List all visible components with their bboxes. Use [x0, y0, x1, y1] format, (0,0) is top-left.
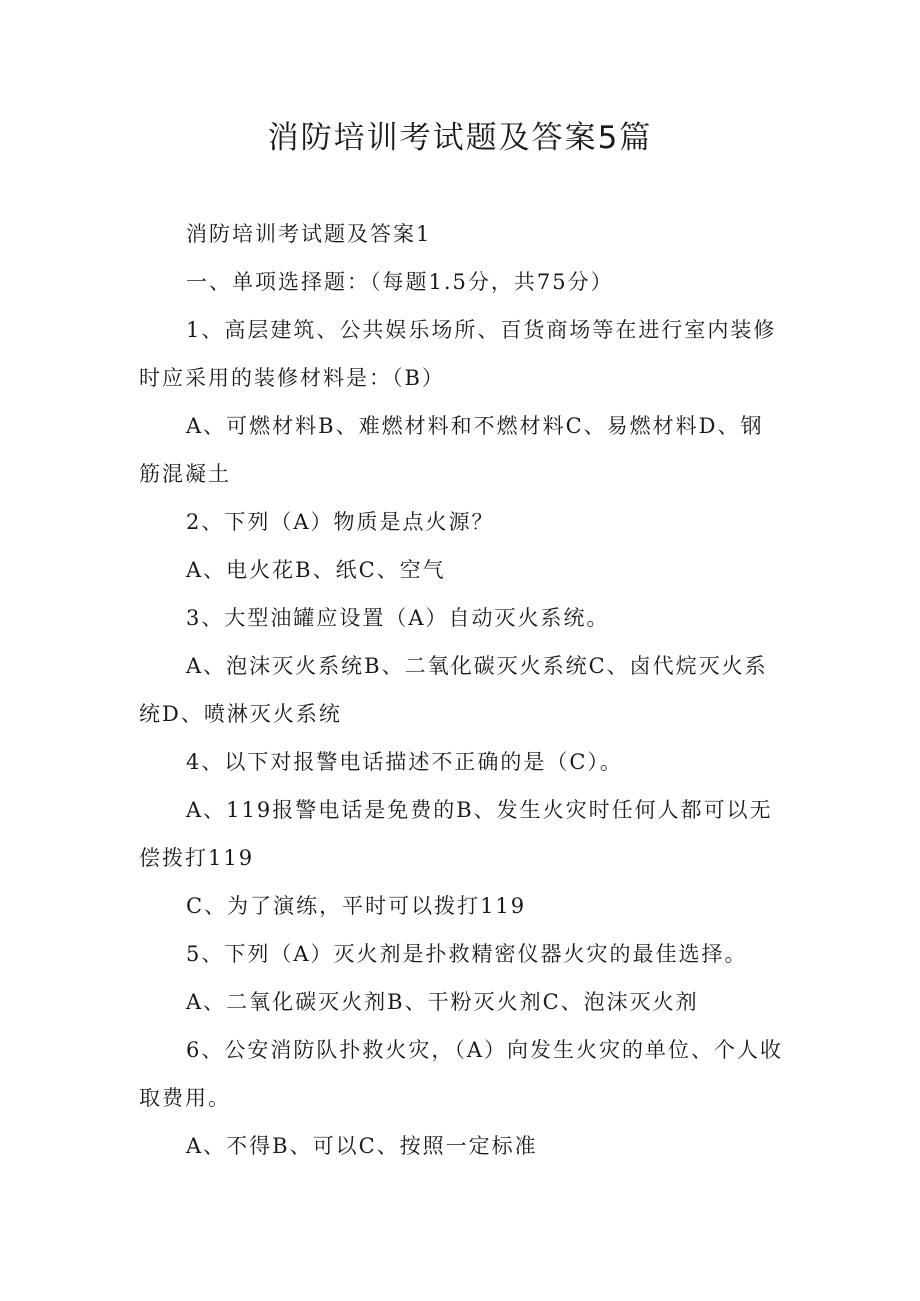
question-4: 4、以下对报警电话描述不正确的是（C）。 — [186, 750, 623, 774]
question-3-options: A、泡沫灭火系统B、二氧化碳灭火系统C、卤代烷灭火系统D、喷淋灭火系统 — [139, 654, 768, 726]
section-heading: 消防培训考试题及答案1 — [186, 222, 432, 246]
question-1: 1、高层建筑、公共娱乐场所、百货商场等在进行室内装修时应采用的装修材料是：（B） — [139, 318, 777, 390]
question-group-heading: 一、单项选择题：（每题1.5分，共75分） — [186, 270, 614, 294]
question-5-options: A、二氧化碳灭火剂B、干粉灭火剂C、泡沫灭火剂 — [186, 990, 699, 1014]
question-6-options: A、不得B、可以C、按照一定标准 — [186, 1134, 538, 1158]
question-2-options: A、电火花B、纸C、空气 — [186, 558, 446, 582]
question-3: 3、大型油罐应设置（A）自动灭火系统。 — [186, 606, 610, 630]
question-1-options: A、可燃材料B、难燃材料和不燃材料C、易燃材料D、钢筋混凝土 — [139, 414, 764, 486]
question-5: 5、下列（A）灭火剂是扑救精密仪器火灾的最佳选择。 — [186, 942, 748, 966]
question-6: 6、公安消防队扑救火灾，（A）向发生火灾的单位、个人收取费用。 — [139, 1038, 784, 1110]
document-title: 消防培训考试题及答案5篇 — [267, 120, 653, 156]
question-4-option-c: C、为了演练，平时可以拨打119 — [186, 894, 527, 918]
document-body — [139, 210, 784, 1170]
question-2: 2、下列（A）物质是点火源？ — [186, 510, 495, 534]
question-4-options: A、119报警电话是免费的B、发生火灾时任何人都可以无偿拨打119 — [139, 798, 773, 870]
